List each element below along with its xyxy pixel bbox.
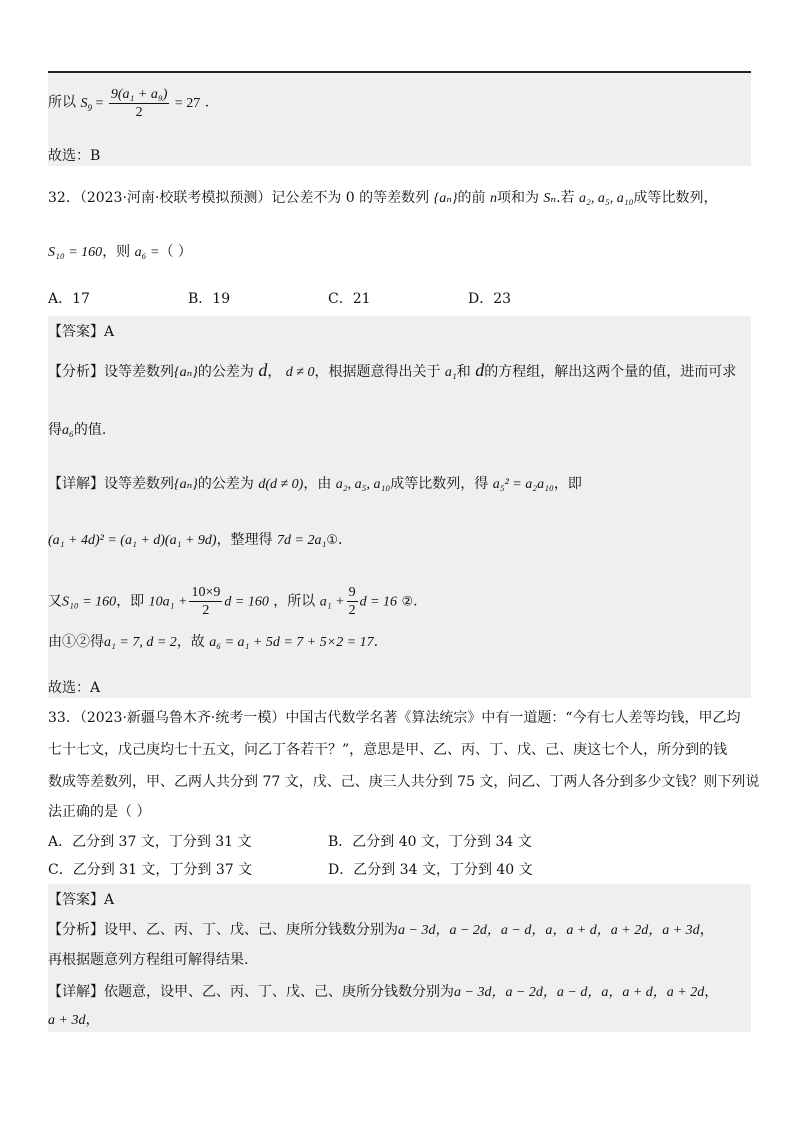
- prev-sum-line: 所以 $S_9$ = $\frac{\text{9(a₁ + a₉)}}{2}$ = 27 .: [48, 87, 210, 120]
- seq-symbol: {aₙ}: [433, 191, 458, 206]
- q33-analysis-line2: 再根据题意列方程组可解得结果.: [48, 952, 249, 968]
- q32-analysis-line2: 得a₆的值.: [48, 422, 107, 438]
- q33-answer: 【答案】A: [48, 892, 115, 908]
- q32-eq3-line: 由①②得a₁ = 7, d = 2，故 a₆ = a₁ + 5d = 7 + 5×2 = 17.: [48, 634, 379, 650]
- prev-choice: 故选：B: [48, 148, 101, 164]
- q32-option-a: A．17: [48, 291, 90, 307]
- q32-stem-line1: 32．（2023·河南·校联考模拟预测）记公差不为 0 的等差数列 {aₙ}的前 n项和为 Sₙ.若 a₂, a₅, a₁₀成等比数列，: [48, 190, 718, 206]
- q32-eq1-line: (a₁ + 4d)² = (a₁ + d)(a₁ + 9d)，整理得 7d = 2a₁①.: [48, 532, 343, 548]
- q32-stem-line2: S₁₀ = 160，则 a₆ =（ ）: [48, 244, 192, 260]
- q32-option-b: B．19: [188, 291, 231, 307]
- q32-option-c: C．21: [328, 291, 371, 307]
- q33-stem-line4: 法正确的是（ ）: [48, 804, 151, 820]
- q33-option-d: D．乙分到 34 文，丁分到 40 文: [328, 862, 533, 878]
- q32-choice: 故选：A: [48, 680, 101, 696]
- q33-option-b: B．乙分到 40 文，丁分到 34 文: [328, 834, 532, 850]
- q33-option-a: A．乙分到 37 文，丁分到 31 文: [48, 834, 252, 850]
- q33-detail-line2: a + 3d，: [48, 1012, 100, 1028]
- s9-formula: $S_9$ = $\frac{\text{9(a₁ + a₉)}}{2}$ = 27: [80, 87, 201, 120]
- q33-stem-line3: 数成等差数列，甲、乙两人共分到 77 文，戊、己、庚三人共分到 75 文，问乙、丁两人各分到多少文钱？则下列说: [48, 774, 760, 790]
- q33-detail-line1: 【详解】依题意，设甲、乙、丙、丁、戊、己、庚所分钱数分别为a − 3d，a − 2d，a − d，a，a + d，a + 2d，: [48, 984, 719, 1000]
- q32-detail-line1: 【详解】设等差数列{aₙ}的公差为 d(d ≠ 0)，由 a₂, a₅, a₁₀成等比数列，得 a₅² = a₂a₁₀，即: [48, 476, 582, 492]
- so-prefix: 所以: [48, 94, 76, 111]
- q32-analysis-line1: 【分析】设等差数列{aₙ}的公差为 d， d ≠ 0，根据题意得出关于 a₁和 d的方程组，解出这两个量的值，进而可求: [48, 360, 737, 380]
- q32-eq2-line: 又S₁₀ = 160，即 10a₁ + $\frac{10\times 9}{2}$ d = 160 ，所以 a₁ + $\frac{9}{2}$ d = 16 ②.: [48, 585, 418, 618]
- q33-stem-line1: 33．（2023·新疆乌鲁木齐·统考一模）中国古代数学名著《算法统宗》中有一道题：“今有七人差等均钱，甲乙均: [48, 710, 741, 726]
- q33-analysis-line1: 【分析】设甲、乙、丙、丁、戊、己、庚所分钱数分别为a − 3d，a − 2d，a − d，a，a + d，a + 2d，a + 3d，: [48, 922, 714, 938]
- q32-option-d: D．23: [468, 291, 512, 307]
- q33-stem-line2: 七十七文，戊己庚均七十五文，问乙丁各若干？”，意思是甲、乙、丙、丁、戊、己、庚这七个人，所分到的钱: [48, 742, 728, 758]
- q32-answer: 【答案】A: [48, 324, 115, 340]
- q33-option-c: C．乙分到 31 文，丁分到 37 文: [48, 862, 253, 878]
